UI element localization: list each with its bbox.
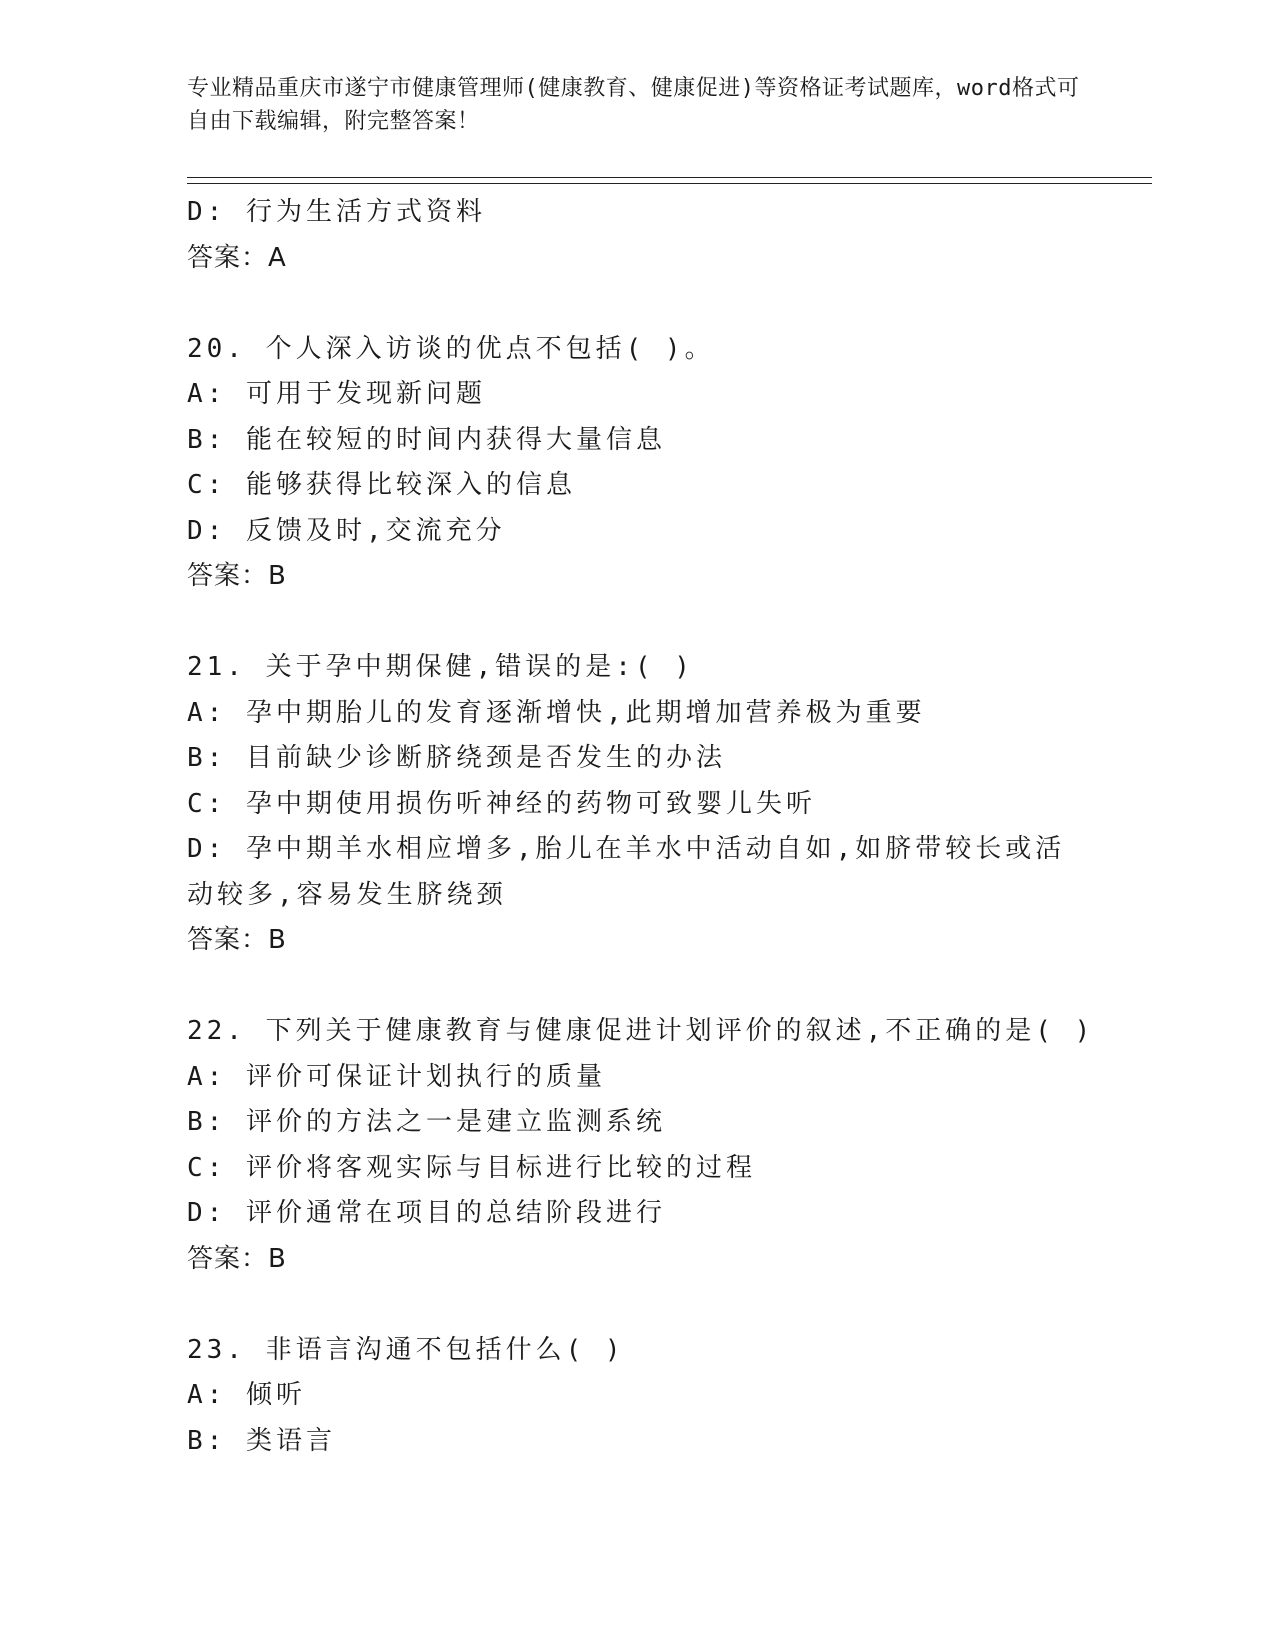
question-title: 21. 关于孕中期保健,错误的是:( ) [187, 652, 694, 682]
option-b: B: 评价的方法之一是建立监测系统 [187, 1107, 666, 1137]
option-a: A: 倾听 [187, 1380, 306, 1410]
option-c: C: 评价将客观实际与目标进行比较的过程 [187, 1152, 756, 1183]
question-title: 22. 下列关于健康教育与健康促进计划评价的叙述,不正确的是( ) [187, 1016, 1095, 1046]
answer: 答案：B [187, 1243, 287, 1274]
document-content [187, 190, 1095, 1464]
option-b: B: 能在较短的时间内获得大量信息 [187, 424, 666, 455]
question-21 [187, 645, 1087, 964]
option-b: B: 目前缺少诊断脐绕颈是否发生的办法 [187, 743, 726, 773]
option-a: A: 孕中期胎儿的发育逐渐增快,此期增加营养极为重要 [187, 697, 926, 728]
option-b: B: 类语言 [187, 1425, 336, 1456]
spacer [187, 600, 1087, 646]
question-22 [187, 1009, 1095, 1282]
question-19-answer: 答案：A [187, 242, 287, 273]
spacer [187, 281, 1087, 327]
option-a: A: 可用于发现新问题 [187, 379, 486, 409]
option-a: A: 评价可保证计划执行的质量 [187, 1061, 606, 1092]
document-header: 专业精品重庆市遂宁市健康管理师(健康教育、健康促进)等资格证考试题库，word格式可自由下载编辑，附完整答案！ [187, 76, 1080, 134]
answer: 答案：B [187, 561, 287, 591]
header-divider-top [187, 177, 1152, 178]
option-c: C: 能够获得比较深入的信息 [187, 470, 576, 500]
spacer [187, 1282, 1087, 1328]
option-d: D: 反馈及时,交流充分 [187, 515, 506, 546]
question-19-option-d: D: 行为生活方式资料 [187, 197, 486, 227]
header-divider-bottom [187, 183, 1152, 184]
spacer [187, 964, 1087, 1010]
question-title: 20. 个人深入访谈的优点不包括( )。 [187, 333, 715, 364]
question-title: 23. 非语言沟通不包括什么( ) [187, 1334, 625, 1365]
question-20 [187, 327, 1087, 600]
option-d: D: 评价通常在项目的总结阶段进行 [187, 1198, 666, 1228]
option-d: D: 孕中期羊水相应增多,胎儿在羊水中活动自如,如脐带较长或活动较多,容易发生脐绕颈 [187, 834, 1066, 910]
option-c: C: 孕中期使用损伤听神经的药物可致婴儿失听 [187, 788, 816, 819]
answer: 答案：B [187, 925, 287, 955]
question-23 [187, 1328, 1087, 1465]
